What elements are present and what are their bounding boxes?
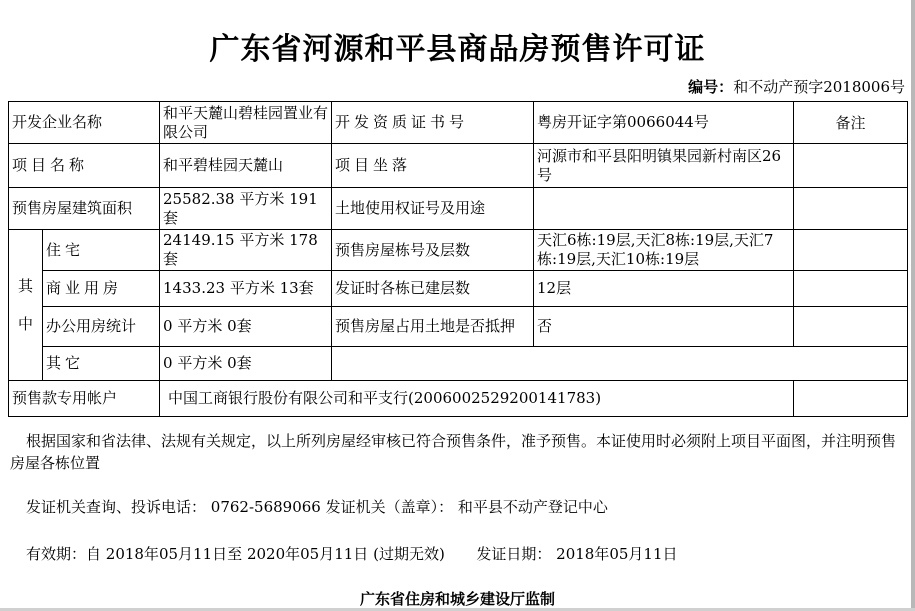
remarks-cell-row3: [794, 188, 908, 230]
project-name-value: 和平碧桂园天麓山: [160, 144, 332, 188]
office-label: 办公用房统计: [43, 307, 160, 347]
supervision-footer: 广东省住房和城乡建设厅监制: [359, 590, 555, 608]
contact-label: 发证机关查询、投诉电话：: [26, 498, 207, 516]
mortgage-label: 预售房屋占用土地是否抵押: [332, 307, 534, 347]
land-cert-value: [534, 188, 794, 230]
window-frame-right: [911, 0, 915, 611]
remarks-cell-row6: [794, 307, 908, 347]
issuer-label: 发证机关（盖章）：: [325, 498, 454, 516]
remarks-cell-row5: [794, 271, 908, 307]
legal-notice: 根据国家和省法律、法规有关规定，以上所列房屋经审核已符合预售条件，准予预售。本证使用时必须附上项目平面图，并注明预售房屋各栋位置: [10, 432, 897, 472]
validity-line: [26, 543, 678, 564]
other-value: 0 平方米 0套: [160, 347, 332, 381]
mortgage-value: 否: [534, 307, 794, 347]
issuer-value: 和平县不动产登记中心: [457, 498, 608, 516]
land-cert-label: 土地使用权证号及用途: [332, 188, 534, 230]
certificate-table: [8, 101, 908, 417]
validity-note: (过期无效): [373, 545, 445, 563]
remarks-cell-row2: [794, 144, 908, 188]
certificate-number-value: 和不动产预字2018006号: [733, 78, 905, 96]
remarks-label: 备注: [794, 102, 908, 144]
presale-area-label: 预售房屋建筑面积: [9, 188, 160, 230]
account-label: 预售款专用帐户: [9, 381, 160, 417]
commercial-label: 商业用房: [43, 271, 160, 307]
validity-to-label: 至: [227, 545, 243, 563]
presale-area-value: 25582.38 平方米 191套: [160, 188, 332, 230]
contact-line: [26, 496, 608, 517]
issue-date: 2018年05月11日: [556, 545, 678, 563]
project-location-value: 河源市和平县阳明镇果园新村南区26号: [534, 144, 794, 188]
project-location-label: 项目坐落: [332, 144, 534, 188]
validity-from: 2018年05月11日: [105, 545, 228, 563]
certificate-number: [688, 76, 905, 97]
residential-value: 24149.15 平方米 178套: [160, 230, 332, 271]
certificate-title: 广东省河源和平县商品房预售许可证: [209, 32, 706, 67]
blank-cell-row7: [332, 347, 908, 381]
validity-label: 有效期：自: [26, 545, 102, 563]
remarks-cell-row4: [794, 230, 908, 271]
built-floors-label: 发证时各栋已建层数: [332, 271, 534, 307]
built-floors-value: 12层: [534, 271, 794, 307]
remarks-cell-row8: [794, 381, 908, 417]
project-name-label: 项目名称: [9, 144, 160, 188]
among-label: 其中: [9, 230, 43, 381]
contact-phone: 0762-5689066: [210, 498, 321, 516]
qualification-label: 开发资质证书号: [332, 102, 534, 144]
commercial-value: 1433.23 平方米 13套: [160, 271, 332, 307]
developer-value: 和平天麓山碧桂园置业有限公司: [160, 102, 332, 144]
office-value: 0 平方米 0套: [160, 307, 332, 347]
validity-to: 2020年05月11日: [246, 545, 369, 563]
buildings-label: 预售房屋栋号及层数: [332, 230, 534, 271]
buildings-value: 天汇6栋:19层,天汇8栋:19层,天汇7栋:19层,天汇10栋:19层: [534, 230, 794, 271]
account-value: 中国工商银行股份有限公司和平支行(2006002529200141783): [160, 381, 794, 417]
issue-date-label: 发证日期：: [476, 545, 552, 563]
qualification-value: 粤房开证字第0066044号: [534, 102, 794, 144]
developer-label: 开发企业名称: [9, 102, 160, 144]
other-label: 其它: [43, 347, 160, 381]
certificate-number-label: 编号：: [688, 78, 734, 96]
residential-label: 住宅: [43, 230, 160, 271]
